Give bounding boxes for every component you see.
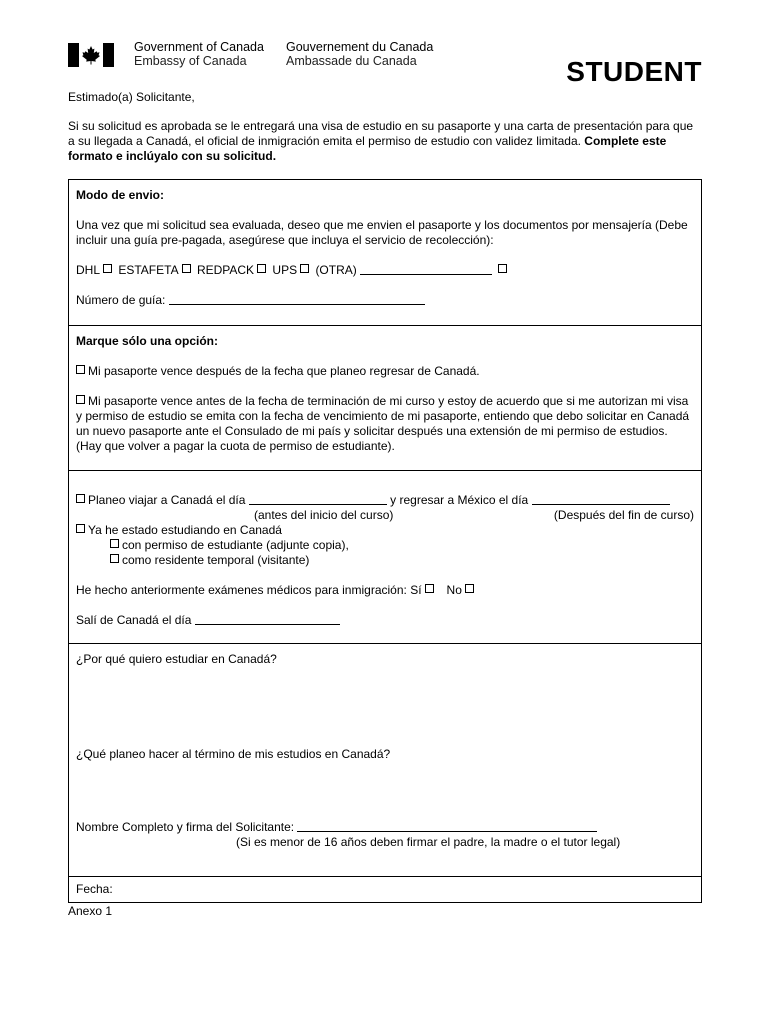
guide-label: Número de guía: [76, 293, 166, 307]
left-canada-date-field[interactable] [195, 614, 340, 625]
courier-redpack-checkbox[interactable] [257, 264, 266, 273]
minor-note: (Si es menor de 16 años deben firmar el padre, la madre o el tutor legal) [236, 835, 621, 849]
courier-dhl-label: DHL [76, 263, 101, 277]
salutation: Estimado(a) Solicitante, [68, 90, 195, 104]
already-studied-checkbox[interactable] [76, 524, 85, 533]
page-title: STUDENT [566, 56, 702, 87]
government-en: Government of Canada [134, 40, 264, 54]
option-b [76, 394, 694, 454]
hint-end: (Después del fin de curso) [553, 508, 694, 522]
courier-other-field[interactable] [360, 264, 492, 275]
application-form [68, 179, 702, 903]
after-study-answer-area[interactable] [76, 762, 694, 820]
annex-label: Anexo 1 [68, 904, 113, 918]
option-b-text: Mi pasaporte vence antes de la fecha de terminación de mi curso y estoy de acuerdo que si me autorizan mi visa y permiso de estudio se emita con la fecha de vencimiento de mi pasaporte, entiendo que debo solicitar en Canadá un nuevo pasaporte ante el Consulado de mi país y solicitar después una extensión de mi permiso de estudios. (Hay que volver a pagar la cuota de permiso de estudiante). [76, 394, 690, 453]
travel-section [69, 471, 701, 644]
canada-flag-icon [68, 43, 114, 67]
left-canada-row [76, 613, 694, 628]
study-permit-checkbox[interactable] [110, 539, 119, 548]
courier-estafeta-checkbox[interactable] [182, 264, 191, 273]
guide-row [76, 293, 694, 308]
why-study-answer-area[interactable] [76, 667, 694, 747]
passport-option-section [69, 326, 701, 471]
medical-no-checkbox[interactable] [465, 584, 474, 593]
visitor-label: como residente temporal (visitante) [122, 553, 310, 567]
embassy-en: Embassy of Canada [134, 54, 247, 68]
plan-travel-label: Planeo viajar a Canadá el día [88, 493, 246, 507]
courier-redpack-label: REDPACK [196, 263, 255, 277]
option-b-checkbox[interactable] [76, 395, 85, 404]
courier-ups-checkbox[interactable] [300, 264, 309, 273]
medical-yes-label: Sí [410, 583, 422, 597]
signature-row [76, 820, 694, 835]
signature-label: Nombre Completo y firma del Solicitante: [76, 820, 295, 834]
guide-number-field[interactable] [169, 294, 425, 305]
gov-name-fr [286, 40, 433, 68]
already-studied-row [76, 523, 694, 538]
hint-start: (antes del inicio del curso) [254, 508, 394, 522]
questions-section [69, 644, 701, 877]
medical-no-label: No [446, 583, 462, 597]
government-fr: Gouvernement du Canada [286, 40, 434, 54]
plan-travel-checkbox[interactable] [76, 494, 85, 503]
medical-label: He hecho anteriormente exámenes médicos para inmigración: [76, 583, 407, 597]
letterhead [68, 40, 702, 90]
left-canada-label: Salí de Canadá el día [76, 613, 192, 627]
study-permit-label: con permiso de estudiante (adjunte copia), [122, 538, 349, 552]
courier-options [76, 263, 694, 278]
why-study-question: ¿Por qué quiero estudiar en Canadá? [76, 652, 277, 666]
courier-ups-label: UPS [272, 263, 298, 277]
option-a-text: Mi pasaporte vence después de la fecha que planeo regresar de Canadá. [88, 364, 480, 378]
date-label: Fecha: [76, 882, 113, 896]
option-a [76, 364, 694, 379]
gov-name-en [134, 40, 264, 68]
intro-text: Si su solicitud es aprobada se le entregará una visa de estudio en su pasaporte y una carta de presentación para que a su llegada a Canadá, el oficial de inmigración emita el permiso de estudio con validez limitada. [68, 119, 694, 148]
shipping-heading: Modo de envio: [76, 188, 164, 202]
return-label: y regresar a México el día [390, 493, 529, 507]
intro-paragraph [68, 119, 702, 164]
medical-row [76, 583, 694, 598]
travel-dates-row [76, 493, 694, 508]
after-study-question: ¿Qué planeo hacer al término de mis estudios en Canadá? [76, 747, 391, 761]
embassy-fr: Ambassade du Canada [286, 54, 417, 68]
travel-hints-row [76, 508, 694, 523]
medical-yes-checkbox[interactable] [425, 584, 434, 593]
option-heading: Marque sólo una opción: [76, 334, 219, 348]
option-a-checkbox[interactable] [76, 365, 85, 374]
shipping-section [69, 180, 701, 326]
permit-row [76, 538, 694, 553]
signature-field[interactable] [297, 821, 597, 832]
visitor-row [76, 553, 694, 568]
date-section [69, 877, 701, 902]
courier-other-label: (OTRA) [315, 263, 357, 277]
already-studied-label: Ya he estado estudiando en Canadá [88, 523, 282, 537]
departure-date-field[interactable] [249, 494, 387, 505]
return-date-field[interactable] [532, 494, 670, 505]
courier-dhl-checkbox[interactable] [103, 264, 112, 273]
intro-instruction: Complete este formato e inclúyalo con su solicitud. [68, 134, 667, 163]
visitor-checkbox[interactable] [110, 554, 119, 563]
courier-other-checkbox[interactable] [498, 264, 507, 273]
courier-estafeta-label: ESTAFETA [118, 263, 179, 277]
shipping-text: Una vez que mi solicitud sea evaluada, deseo que me envien el pasaporte y los documentos por mensajería (Debe incluir una guía pre-pagada, asegúrese que incluya el servicio de recolección): [76, 218, 688, 247]
